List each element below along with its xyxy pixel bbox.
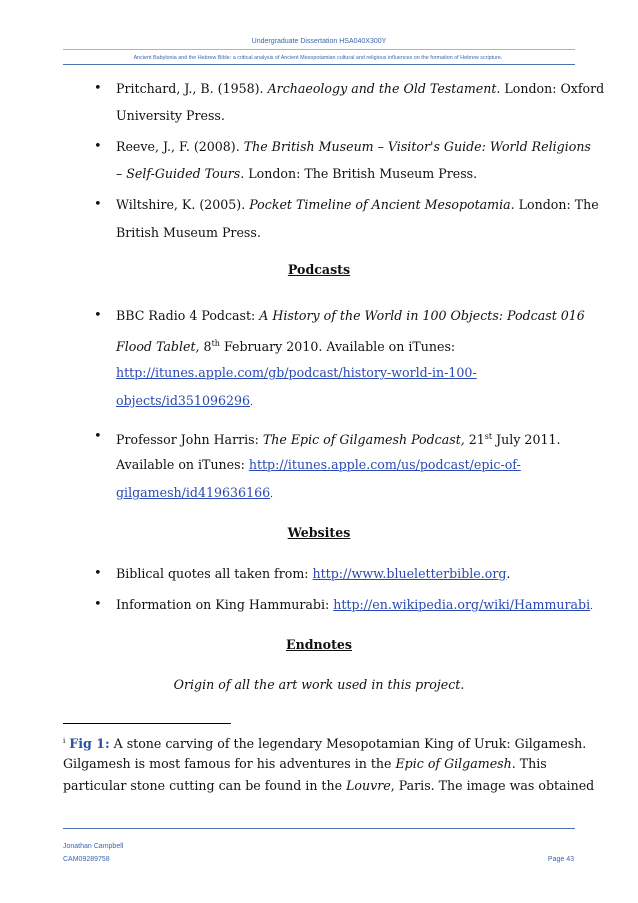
podcast-1-link[interactable] [116, 364, 477, 381]
podcast-2-cont: Available on iTunes: http://itunes.apple.com/us/podcast/epic-of- [116, 457, 521, 472]
bullet-icon: • [94, 597, 102, 612]
footnote-line-2: Gilgamesh is most famous for his adventures in the Epic of Gilgamesh. This [63, 756, 547, 771]
endnotes-caption: Origin of all the art work used in this project. [173, 677, 465, 692]
websites-heading: Websites [287, 525, 351, 540]
podcasts-heading: Podcasts [287, 262, 351, 277]
bullet-icon: • [94, 566, 102, 581]
bullet-icon: • [94, 429, 102, 444]
endnotes-heading: Endnotes [285, 637, 353, 652]
website-1-url[interactable]: http://www.blueletterbible.org [312, 566, 507, 581]
reference-1: Pritchard, J., B. (1958). Archaeology and the Old Testament. London: Oxford [116, 81, 605, 96]
podcast-1: BBC Radio 4 Podcast: A History of the World in 100 Objects: Podcast 016 [116, 308, 585, 323]
header-title: Undergraduate Dissertation HSA040X300Y [251, 38, 387, 45]
podcast-1-url-cont[interactable]: objects/id351096296 [116, 393, 251, 408]
bullet-icon: • [94, 81, 102, 96]
reference-2: Reeve, J., F. (2008). The British Museum – Visitor's Guide: World Religions [116, 139, 591, 154]
website-2-url[interactable]: http://en.wikipedia.org/wiki/Hammurabi [333, 597, 591, 612]
reference-2-cont: – Self-Guided Tours. London: The British Museum Press. [116, 166, 478, 181]
bullet-icon: • [94, 308, 102, 323]
podcast-2-url[interactable]: http://itunes.apple.com/us/podcast/epic-of- [248, 457, 521, 472]
footnote-separator [63, 723, 231, 724]
footer-divider [63, 828, 575, 829]
footer-page-number: Page 43 [547, 856, 574, 863]
podcast-2-url-cont[interactable]: gilgamesh/id419636166 [116, 485, 271, 500]
footnote-line-3: particular stone cutting can be found in the Louvre, Paris. The image was obtained [63, 778, 595, 793]
reference-1-cont: University Press. [116, 108, 225, 123]
header-divider-2 [63, 64, 575, 65]
website-1: Biblical quotes all taken from: http://www.blueletterbible.org. [116, 566, 511, 581]
podcast-1-url[interactable]: http://itunes.apple.com/gb/podcast/history-world-in-100- [116, 365, 477, 380]
bullet-icon: • [94, 139, 102, 154]
footer-author: Jonathan Campbell [63, 843, 124, 850]
podcast-2: Professor John Harris: The Epic of Gilgamesh Podcast, 21st July 2011. [116, 432, 561, 448]
podcast-1-link-cont[interactable]: objects/id351096296. [116, 393, 253, 408]
podcast-1-cont: Flood Tablet, 8th February 2010. Available on iTunes: [116, 339, 456, 355]
reference-3-cont: British Museum Press. [116, 225, 261, 240]
header-divider [63, 49, 575, 50]
bullet-icon: • [94, 197, 102, 212]
reference-3: Wiltshire, K. (2005). Pocket Timeline of Ancient Mesopotamia. London: The [116, 197, 599, 212]
header-subtitle: Ancient Babylonia and the Hebrew Bible: a critical analysis of Ancient Mesopotamian cultural and religious influences on the formation of Hebrew scripture. [133, 55, 503, 61]
footnote-line-1: $^i$ Fig 1: A stone carving of the legendary Mesopotamian King of Uruk: Gilgamesh. [63, 736, 587, 752]
footer-student-id: CAM09289758 [63, 856, 110, 863]
podcast-2-link-cont[interactable]: gilgamesh/id419636166. [116, 485, 273, 500]
website-2: Information on King Hammurabi: http://en.wikipedia.org/wiki/Hammurabi. [116, 597, 594, 612]
